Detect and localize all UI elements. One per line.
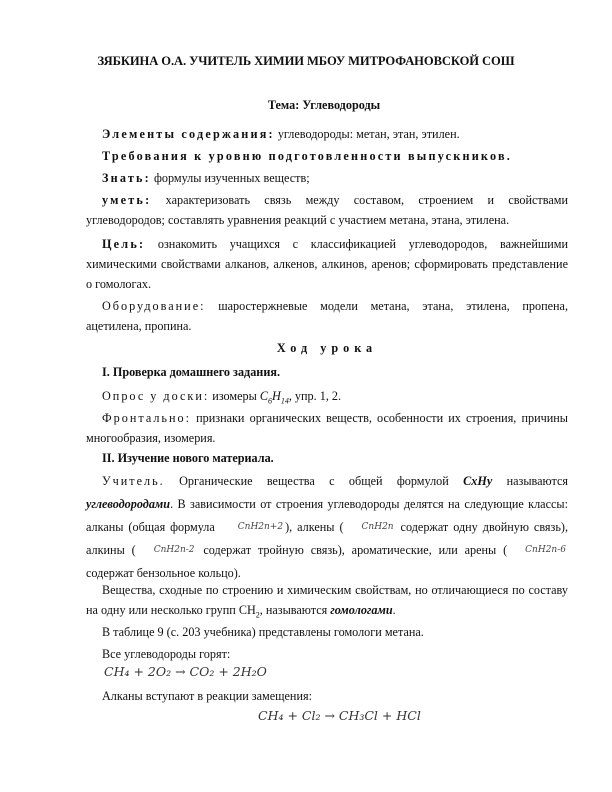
section2-heading: II. Изучение нового материала. <box>102 451 274 465</box>
alkyne-formula: CnH2n-2 <box>153 545 195 555</box>
goal-text: ознакомить учащихся с классификацией углеводородов, важнейшими химическими свойствами алканов, алкенов, алкинов, аренов; сформировать представление о гомологах. <box>86 237 568 291</box>
arene-formula: CnH2n-6 <box>525 545 566 555</box>
substitution-equation: CH₄ + Cl₂ → CH₃Cl + HCl <box>258 708 421 723</box>
content-elements-label: Элементы содержания: <box>102 127 275 141</box>
alkene-formula: CnH2n <box>361 522 394 532</box>
teacher-paragraph: Учитель. Органические вещества с общей формулой CxHy называются углеводородами. В зависимости от строения углеводороды делятся на следующие классы: алканы (общая формула CnH2n+2 ), алкены ( CnH2n содержат одну двойную связь), алкины ( CnH2n-2 содержат тройную связь), ароматические, или арены ( CnH2n-6 содержат бензольное кольцо). <box>86 474 568 580</box>
know-paragraph <box>86 168 568 188</box>
table-note: В таблице 9 (с. 203 учебника) представлены гомологи метана. <box>102 625 424 639</box>
board-text-a: изомеры <box>209 389 260 403</box>
frontal-label: Фронтально: <box>102 411 191 425</box>
able-label: уметь: <box>102 193 152 207</box>
equipment-text: шаростержневые модели метана, этана, этилена, пропена, ацетилена, пропина. <box>86 299 568 333</box>
equipment-paragraph <box>86 296 568 336</box>
general-formula: CxHy <box>463 474 493 488</box>
able-paragraph <box>86 190 568 230</box>
homologs-paragraph: Вещества, сходные по строению и химическим свойствам, но отличающиеся по составу на одну или несколько групп $CH_2$, называются гомологами. <box>86 583 568 620</box>
lesson-heading: Ход урока <box>276 341 378 355</box>
board-label: Опрос у доски: <box>102 389 210 403</box>
term-hydrocarbons: углеводородами <box>86 497 171 511</box>
teacher-label: Учитель. <box>102 474 165 488</box>
able-text: характеризовать связь между составом, строением и свойствами углеводородов; составлять уравнения реакций с участием метана, этана, этилена. <box>86 193 568 227</box>
requirements <box>86 146 568 166</box>
content-elements-text: углеводороды: метан, этан, этилен. <box>274 127 460 141</box>
document-title: ЗЯБКИНА О.А. УЧИТЕЛЬ ХИМИИ МБОУ МИТРОФАНОВСКОЙ СОШ <box>97 54 515 68</box>
frontal-text: признаки органических веществ, особенности их строения, причины многообразия, изомерия. <box>86 411 568 445</box>
board-formula: $C_6H_{14}$ <box>259 389 289 406</box>
burn-text: Все углеводороды горят: <box>102 647 231 661</box>
know-label: Знать: <box>102 171 151 185</box>
frontal-paragraph <box>86 408 568 448</box>
alkane-formula: CnH2n+2 <box>237 522 284 532</box>
goal-label: Цель: <box>102 237 146 251</box>
goal-paragraph <box>86 234 568 294</box>
section1-heading: I. Проверка домашнего задания. <box>102 365 280 379</box>
equipment-label: Оборудование: <box>102 299 206 313</box>
term-homologs: гомологами <box>330 603 393 617</box>
combustion-equation: CH₄ + 2O₂ → CO₂ + 2H₂O <box>104 664 267 679</box>
substitution-text: Алканы вступают в реакции замещения: <box>102 689 312 703</box>
know-text: формулы изученных веществ; <box>150 171 310 185</box>
requirements-label: Требования к уровню подготовленности выпускников. <box>102 149 513 163</box>
content-elements <box>86 124 568 144</box>
topic-heading: Тема: Углеводороды <box>267 98 381 112</box>
board-text-b: , упр. 1, 2. <box>288 389 342 403</box>
